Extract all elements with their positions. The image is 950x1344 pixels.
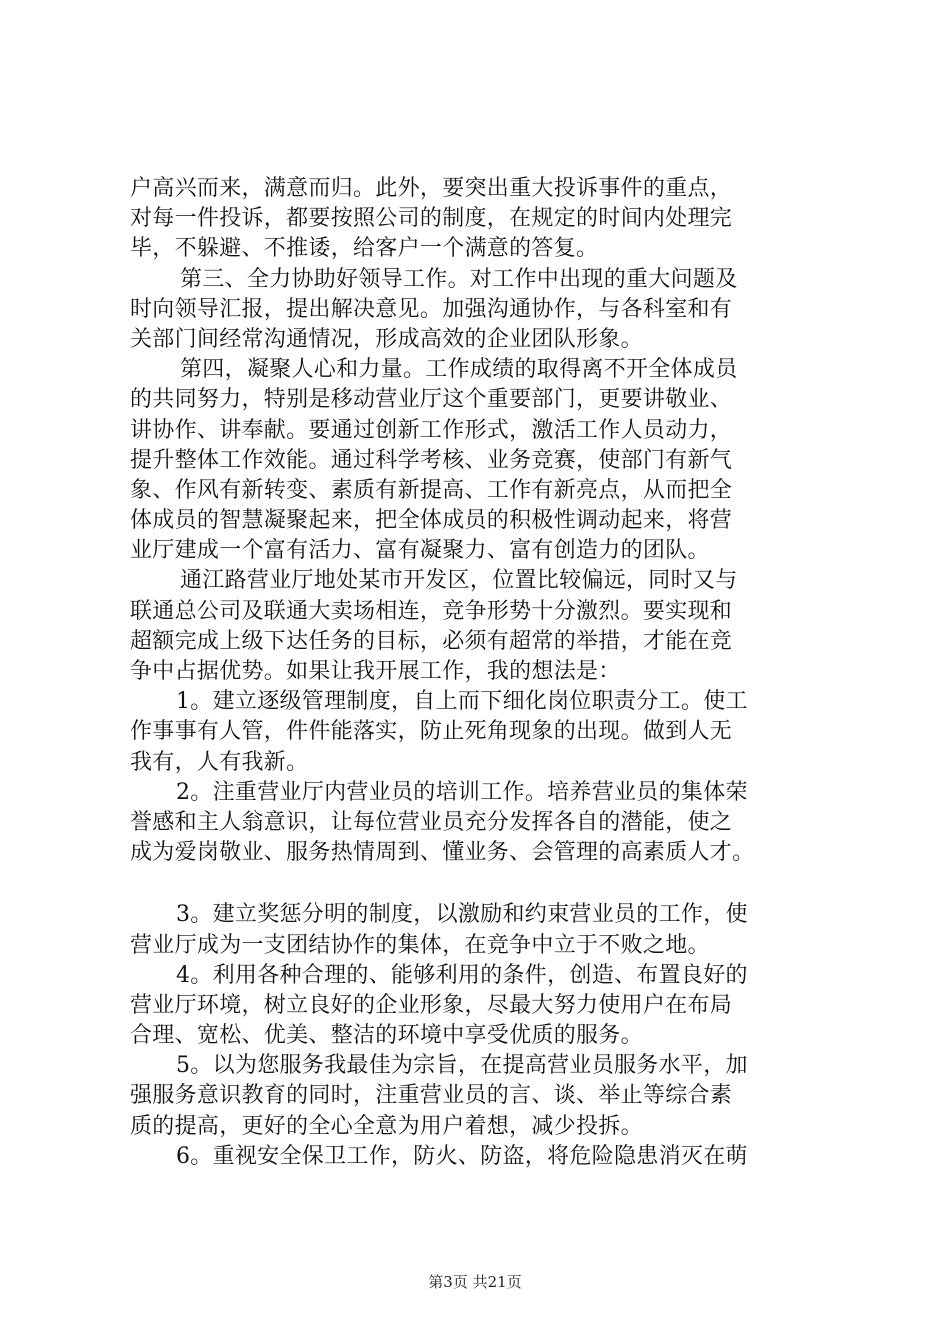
paragraph-start-line: 通江路营业厅地处某市开发区，位置比较偏远，同时又与	[180, 568, 738, 594]
text-line: 时向领导汇报，提出解决意见。加强沟通协作，与各科室和有	[130, 296, 733, 322]
text-line: 提升整体工作效能。通过科学考核、业务竞赛，使部门有新气	[130, 447, 733, 473]
list-item-start-line: 6。重视安全保卫工作，防火、防盗，将危险隐患消灭在萌	[176, 1143, 748, 1169]
text-line: 成为爱岗敬业、服务热情周到、懂业务、会管理的高素质人才。	[130, 840, 755, 866]
text-line: 超额完成上级下达任务的目标，必须有超常的举措，才能在竞	[130, 628, 733, 654]
page-number-footer: 第3页 共21页	[428, 1273, 522, 1291]
list-item-start-line: 4。利用各种合理的、能够利用的条件，创造、布置良好的	[176, 962, 748, 988]
text-line: 的共同努力，特别是移动营业厅这个重要部门，更要讲敬业、	[130, 387, 733, 413]
text-line: 联通总公司及联通大卖场相连，竞争形势十分激烈。要实现和	[130, 598, 733, 624]
document-body	[130, 174, 830, 1172]
list-item-start-line: 2。注重营业厅内营业员的培训工作。培养营业员的集体荣	[176, 779, 748, 805]
list-item-start-line: 1。建立逐级管理制度，自上而下细化岗位职责分工。使工	[176, 689, 748, 715]
text-line: 我有，人有我新。	[130, 749, 309, 775]
text-line: 对每一件投诉，都要按照公司的制度，在规定的时间内处理完	[130, 206, 733, 232]
text-line: 体成员的智慧凝聚起来，把全体成员的积极性调动起来，将营	[130, 508, 733, 534]
text-line: 关部门间经常沟通情况，形成高效的企业团队形象。	[130, 326, 643, 352]
blank-line	[130, 868, 830, 900]
list-item-start-line: 5。以为您服务我最佳为宗旨，在提高营业员服务水平，加	[176, 1053, 748, 1079]
text-line: 质的提高，更好的全心全意为用户着想，减少投拆。	[130, 1113, 643, 1139]
text-line: 营业厅成为一支团结协作的集体，在竞争中立于不败之地。	[130, 932, 710, 958]
text-line: 毕，不躲避、不推诿，给客户一个满意的答复。	[130, 236, 599, 262]
paragraph-start-line: 第三、全力协助好领导工作。对工作中出现的重大问题及	[180, 266, 738, 292]
text-line: 誉感和主人翁意识，让每位营业员充分发挥各自的潜能，使之	[130, 809, 733, 835]
text-line: 讲协作、讲奉献。要通过创新工作形式，激活工作人员动力，	[130, 417, 733, 443]
list-item-start-line: 3。建立奖惩分明的制度，以激励和约束营业员的工作，使	[176, 902, 748, 928]
text-line: 作事事有人管，件件能落实，防止死角现象的出现。做到人无	[130, 719, 733, 745]
text-line: 象、作风有新转变、素质有新提高、工作有新亮点，从而把全	[130, 477, 733, 503]
text-line: 营业厅环境，树立良好的企业形象，尽最大努力使用户在布局	[130, 992, 733, 1018]
text-line: 业厅建成一个富有活力、富有凝聚力、富有创造力的团队。	[130, 538, 710, 564]
text-line: 争中占据优势。如果让我开展工作，我的想法是：	[130, 659, 621, 684]
paragraph-start-line: 第四，凝聚人心和力量。工作成绩的取得离不开全体成员	[180, 357, 738, 383]
text-line: 强服务意识教育的同时，注重营业员的言、谈、举止等综合素	[130, 1083, 733, 1109]
text-line: 户高兴而来，满意而归。此外，要突出重大投诉事件的重点，	[130, 176, 733, 201]
text-line: 合理、宽松、优美、整洁的环境中享受优质的服务。	[130, 1023, 643, 1049]
